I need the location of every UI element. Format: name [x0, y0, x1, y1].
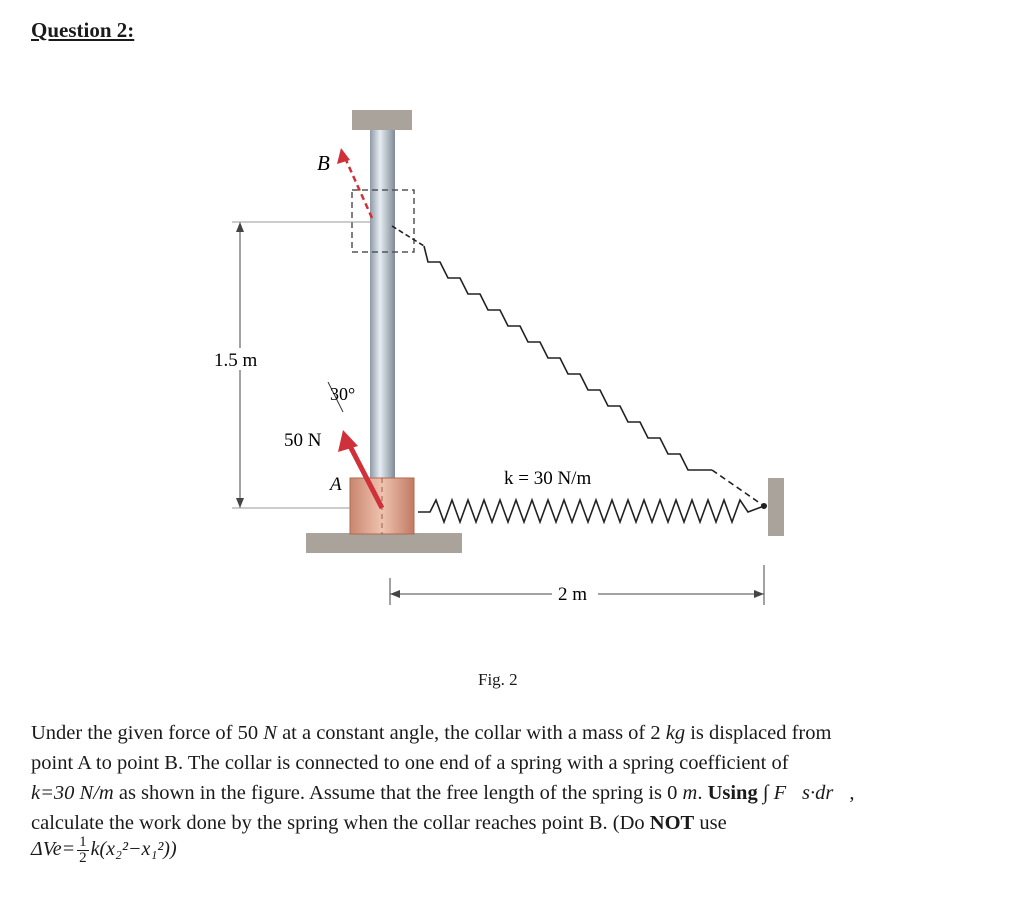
label-width: 2 m — [558, 584, 588, 605]
ground-block — [306, 533, 462, 553]
question-heading: Question 2: — [31, 18, 135, 42]
label-spring-constant: k = 30 N/m — [504, 468, 592, 489]
label-a: A — [330, 474, 342, 495]
path-arrow — [346, 160, 372, 218]
diagonal-spring — [424, 246, 712, 470]
question-text: Under the given force of 50 N at a constant angle, the collar with a mass of 2 kg is displaced from point A to point B. The collar is connected to one end of a spring with a spring coefficient of k=30 N/m as shown in the figure. Assume that the free length of the spring is 0 m. Using ∫ F⃗s·dr⃗, calculate the work done by the spring when the collar reaches point B. (Do NOT use — [31, 722, 855, 834]
label-angle: 30° — [330, 384, 356, 404]
figure-caption: Fig. 2 — [478, 670, 518, 689]
horizontal-spring — [418, 500, 764, 522]
ceiling-block — [352, 110, 412, 130]
label-b: B — [317, 151, 330, 175]
label-force: 50 N — [284, 430, 322, 451]
right-wall-block — [768, 478, 784, 536]
label-height: 1.5 m — [214, 350, 258, 371]
potential-energy-formula: ΔVe= $\frac{1}{2}$ k(x₂²−x₁²)) — [31, 834, 177, 866]
